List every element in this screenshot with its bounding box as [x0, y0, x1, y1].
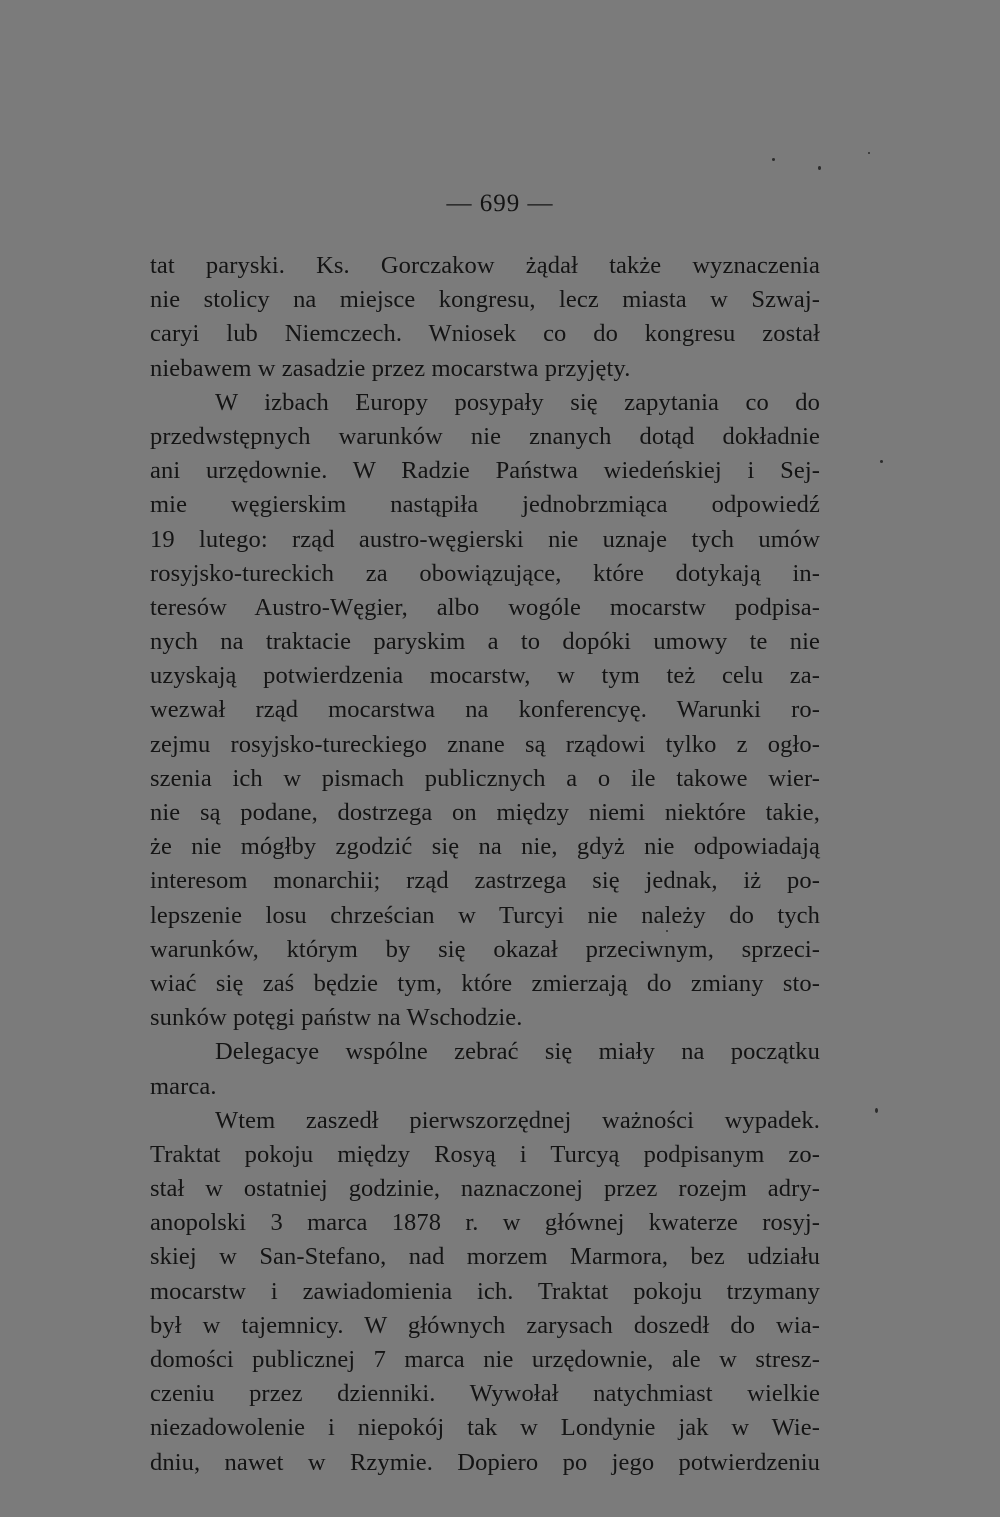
text-line: stał w ostatniej godzinie, naznaczonej przez rozejm adry- [150, 1175, 820, 1203]
text-line: Wtem zaszedł pierwszorzędnej ważności wypadek. [215, 1106, 820, 1134]
text-line: domości publicznej 7 marca nie urzędownie, ale w stresz- [150, 1346, 820, 1373]
text-line: czeniu przez dzienniki. Wywołał natychmiast wielkie [150, 1380, 820, 1408]
body-text [150, 249, 820, 1480]
text-line: nych na traktacie paryskim a to dopóki umowy te nie [150, 628, 820, 656]
text-line: skiej w San-Stefano, nad morzem Marmora, bez udziału [150, 1243, 820, 1271]
text-line: ani urzędownie. W Radzie Państwa wiedeńskiej i Sej- [150, 457, 820, 485]
text-line: teresów Austro-Węgier, albo wogóle mocarstw podpisa- [150, 593, 820, 621]
text-line: nie są podane, dostrzega on między niemi niektóre takie, [150, 799, 820, 826]
text-line: lepszenie losu chrześcian w Turcyi nie należy do tych [150, 901, 820, 929]
text-line: wiać się zaś będzie tym, które zmierzają do zmiany sto- [150, 969, 820, 997]
text-line: szenia ich w pismach publicznych a o ile takowe wier- [150, 764, 820, 792]
text-line: W izbach Europy posypały się zapytania co do [215, 388, 820, 416]
text-line: niebawem w zasadzie przez mocarstwa przyjęty. [150, 354, 631, 382]
scan-speck [868, 152, 870, 154]
scan-speck [880, 460, 883, 463]
text-line: rosyjsko-tureckich za obowiązujące, które dotykają in- [150, 559, 820, 587]
text-line: niezadowolenie i niepokój tak w Londynie jak w Wie- [150, 1414, 820, 1442]
text-line: zejmu rosyjsko-tureckiego znane są rządowi tylko z ogło- [150, 730, 820, 758]
text-line: mie węgierskim nastąpiła jednobrzmiąca odpowiedź [150, 491, 820, 519]
page-number: — 699 — [446, 190, 554, 217]
text-line: uzyskają potwierdzenia mocarstw, w tym też celu za- [150, 662, 820, 690]
scan-speck [772, 158, 775, 161]
text-line: anopolski 3 marca 1878 r. w głównej kwaterze rosyj- [150, 1209, 820, 1237]
text-line: warunków, którym by się okazał przeciwnym, sprzeci- [150, 935, 820, 963]
scan-speck [875, 1108, 878, 1113]
text-line: nie stolicy na miejsce kongresu, lecz miasta w Szwaj- [150, 286, 820, 314]
text-line: wezwał rząd mocarstwa na konferencyę. Warunki ro- [150, 696, 820, 724]
text-line: sunków potęgi państw na Wschodzie. [150, 1004, 523, 1032]
text-line: mocarstw i zawiadomienia ich. Traktat pokoju trzymany [150, 1277, 820, 1305]
text-line: tat paryski. Ks. Gorczakow żądał także wyznaczenia [150, 252, 820, 279]
text-line: przedwstępnych warunków nie znanych dotąd dokładnie [150, 422, 820, 450]
text-line: że nie mógłby zgodzić się na nie, gdyż nie odpowiadają [150, 833, 820, 861]
text-line: dniu, nawet w Rzymie. Dopiero po jego potwierdzeniu [150, 1448, 820, 1476]
scan-speck [666, 930, 668, 932]
text-line: Traktat pokoju między Rosyą i Turcyą podpisanym zo- [150, 1140, 820, 1168]
text-line: caryi lub Niemczech. Wniosek co do kongresu został [150, 320, 820, 348]
scan-speck [818, 166, 821, 170]
text-line: 19 lutego: rząd austro-węgierski nie uznaje tych umów [150, 525, 820, 553]
text-line: Delegacye wspólne zebrać się miały na początku [215, 1038, 820, 1066]
text-line: marca. [150, 1072, 217, 1100]
text-line: był w tajemnicy. W głównych zarysach doszedł do wia- [150, 1311, 820, 1339]
text-line: interesom monarchii; rząd zastrzega się jednak, iż po- [150, 867, 820, 895]
